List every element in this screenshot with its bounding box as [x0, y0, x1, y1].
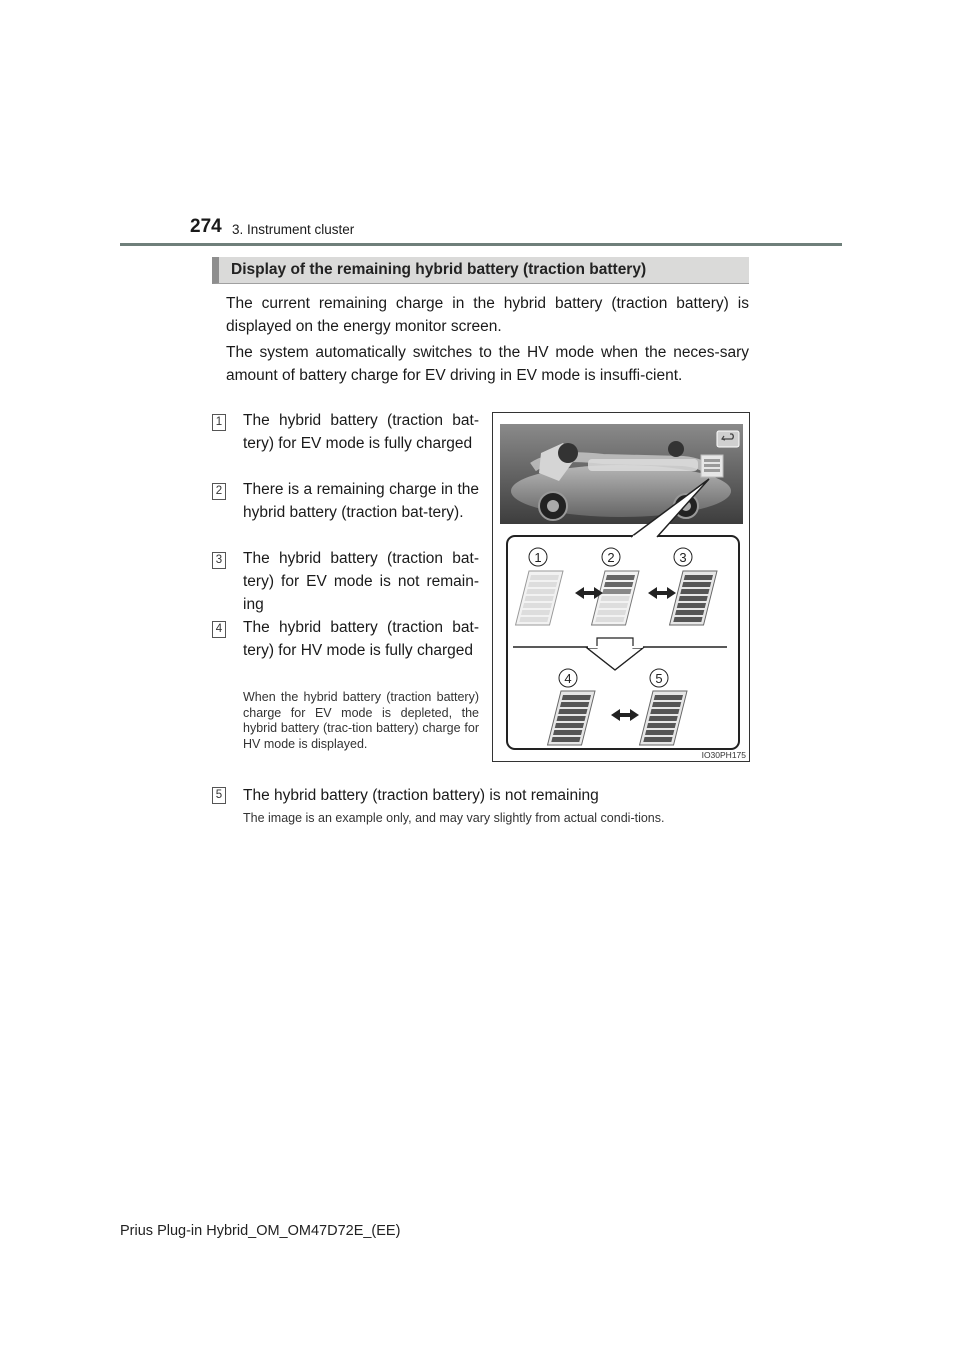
item-4-note: When the hybrid battery (traction battery) charge for EV mode is depleted, the hybrid battery (trac-tion battery) charge for HV mode is displayed.: [243, 690, 479, 751]
battery-illustration: [493, 413, 749, 761]
svg-text:1: 1: [534, 550, 542, 565]
item-1-text: The hybrid battery (traction bat-tery) for EV mode is fully charged: [243, 412, 479, 452]
battery-display-figure: [492, 412, 750, 762]
label-circle-2: [602, 548, 620, 566]
item-number-4: 4: [212, 621, 226, 638]
label-circle-3: [674, 548, 692, 566]
figure-code: IO30PH175: [701, 750, 746, 760]
svg-text:4: 4: [564, 671, 572, 686]
label-circle-5: [650, 669, 668, 687]
header-rule: [120, 243, 842, 246]
mode-switch-paragraph: The system automatically switches to the HV mode when the neces-sary amount of battery charge for EV driving in EV mode is insuffi-cient.: [226, 344, 749, 384]
image-disclaimer: The image is an example only, and may vary slightly from actual condi-tions.: [243, 811, 665, 825]
item-3-text: The hybrid battery (traction bat-tery) for EV mode is not remain-ing: [243, 550, 479, 613]
section-heading: [212, 257, 749, 284]
item-4-text: The hybrid battery (traction bat-tery) for HV mode is fully charged: [243, 619, 479, 659]
chapter-title: 3. Instrument cluster: [232, 222, 355, 237]
item-5-text: The hybrid battery (traction battery) is not remaining: [243, 787, 599, 804]
rear-wheel-far: [668, 441, 684, 457]
battery-pipe: [588, 459, 698, 471]
item-number-5: 5: [212, 787, 226, 804]
item-number-3: 3: [212, 552, 226, 569]
svg-text:5: 5: [655, 671, 663, 686]
label-circle-4: [559, 669, 577, 687]
intro-paragraph: The current remaining charge in the hybrid battery (traction battery) is displayed on the energy monitor screen.: [226, 295, 749, 335]
section-heading-text: Display of the remaining hybrid battery (traction battery): [231, 261, 647, 278]
svg-text:2: 2: [607, 550, 615, 565]
item-2-text: There is a remaining charge in the hybrid battery (traction bat-tery).: [243, 481, 479, 521]
front-wheel-far: [558, 443, 578, 463]
label-circle-1: [529, 548, 547, 566]
page-number: 274: [190, 216, 222, 237]
footer-manual-id: Prius Plug-in Hybrid_OM_OM47D72E_(EE): [120, 1223, 401, 1239]
svg-text:3: 3: [679, 550, 687, 565]
item-number-1: 1: [212, 414, 226, 431]
item-number-2: 2: [212, 483, 226, 500]
